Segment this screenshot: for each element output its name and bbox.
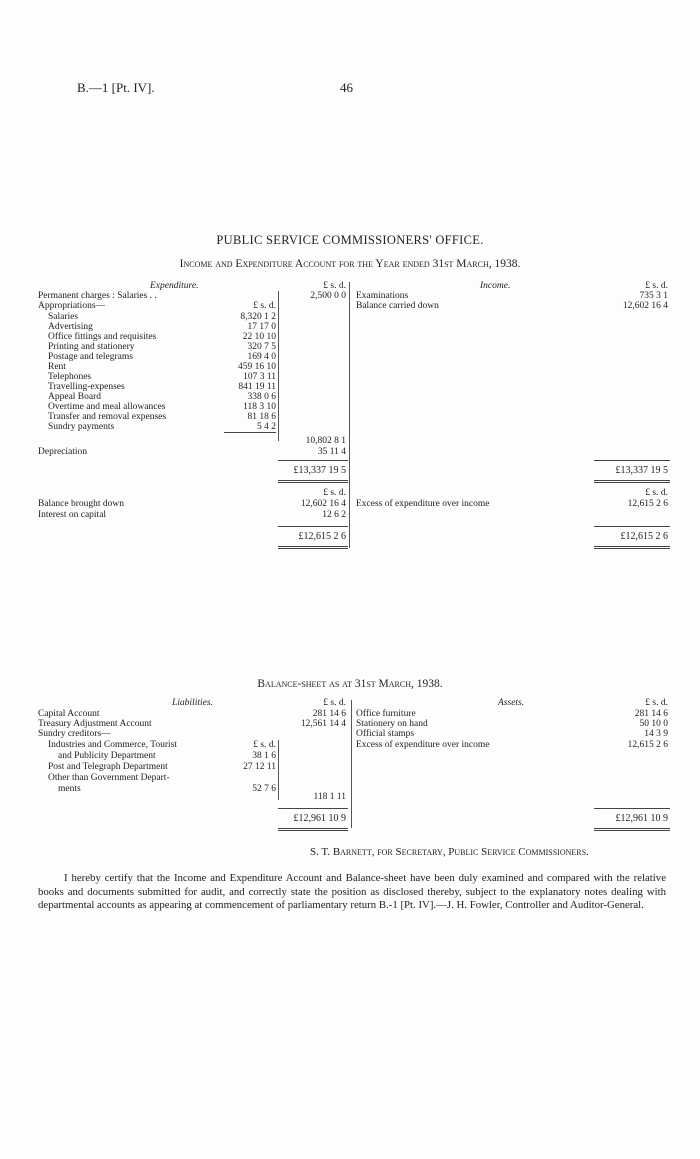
appropriation-item-label: Postage and telegrams (48, 352, 133, 362)
creditor-amount: 38 1 6 (252, 751, 276, 761)
balance-brought-down-label: Balance brought down (38, 499, 125, 509)
ie-account-title: Income and Expenditure Account for the Year ended 31st March, 1938. (179, 258, 521, 270)
assets-total: £12,961 10 9 (615, 813, 668, 824)
asset-total-rule-top (594, 808, 670, 809)
creditor-label: Post and Telegraph Department (48, 762, 168, 772)
approp-subtotal-rule (224, 432, 276, 433)
asset-label: Excess of expenditure over income (356, 740, 490, 750)
creditor-label-cont: and Publicity Department (58, 751, 156, 761)
inc-total-rule-bottom (594, 480, 670, 481)
balance-brought-down-amount: 12,602 16 4 (300, 499, 346, 509)
signature-line: S. T. Barnett, for Secretary, Public Service Commissioners. (310, 846, 589, 858)
permanent-charges-amount: 2,500 0 0 (310, 291, 346, 301)
asset-label: Official stamps (356, 729, 415, 739)
liabilities-heading: Liabilities. (172, 698, 213, 708)
depreciation-amount: 35 11 4 (317, 447, 346, 457)
sec2-total-rule-bottom2 (278, 548, 348, 549)
balance-sheet-title: Balance-sheet as at 31st March, 1938. (257, 678, 443, 690)
appropriation-item-amount: 5 4 2 (257, 422, 276, 432)
interest-on-capital-label: Interest on capital (38, 510, 107, 520)
appropriation-item-label: Sundry payments (48, 422, 115, 432)
capital-account-label: Capital Account (38, 709, 100, 719)
creditor-label: Industries and Commerce, Tourist (48, 740, 177, 750)
creditor-amount: 52 7 6 (252, 784, 276, 794)
exp-total-rule-bottom2 (278, 482, 348, 483)
appropriation-item-amount: 338 0 6 (247, 392, 276, 402)
appropriation-item-amount: 8,320 1 2 (240, 312, 276, 322)
liab-total-rule-bottom (278, 828, 348, 829)
appropriation-item-label: Travelling-expenses (48, 382, 125, 392)
excess-expenditure-label: Excess of expenditure over income (356, 499, 490, 509)
ie-lsd-header-left: £ s. d. (323, 281, 346, 291)
appropriation-item-amount: 17 17 0 (247, 322, 276, 332)
asset-label: Stationery on hand (356, 719, 428, 729)
audit-certificate: I hereby certify that the Income and Expenditure Account and Balance-sheet have been duly examined and compared with the relative books and documents submitted for audit, and correctly state the position as disclosed thereby, subject to the explanatory notes dealing with departmental accounts as appearing at commencement of parliamentary return B.-1 [Pt. IV].—J. H. Fowler, Controller and Auditor-General. (38, 872, 666, 911)
asset-amount: 12,615 2 6 (627, 740, 668, 750)
appropriation-item-amount: 107 3 11 (243, 372, 276, 382)
creditor-amount: 27 12 11 (243, 762, 276, 772)
depreciation-label: Depreciation (38, 447, 88, 457)
inc-total-rule-bottom2 (594, 482, 670, 483)
appropriation-item-label: Transfer and removal expenses (48, 412, 167, 422)
sec2-total-rule-bottom (278, 546, 348, 547)
inner-rule (278, 291, 279, 441)
permanent-charges-label: Permanent charges : Salaries . . (38, 291, 157, 301)
excess-expenditure-amount: 12,615 2 6 (627, 499, 668, 509)
appropriation-item-label: Rent (48, 362, 66, 372)
appropriation-item-label: Office fittings and requisites (48, 332, 157, 342)
appropriation-item-label: Printing and stationery (48, 342, 135, 352)
income-item-amount: 735 3 1 (639, 291, 668, 301)
appropriation-item-label: Advertising (48, 322, 93, 332)
expenditure-total: £13,337 19 5 (293, 465, 346, 476)
exp-total-rule-top (278, 460, 348, 461)
treasury-adjustment-amount: 12,561 14 4 (300, 719, 346, 729)
sec2-total-rule-top-r (594, 526, 670, 527)
appropriation-item-label: Salaries (48, 312, 79, 322)
appropriation-item-amount: 81 18 6 (247, 412, 276, 422)
creditor-label: Other than Government Depart- (48, 773, 170, 783)
creditors-total: 118 1 11 (313, 792, 346, 802)
appropriation-item-amount: 320 7 5 (247, 342, 276, 352)
appropriation-item-amount: 169 4 0 (247, 352, 276, 362)
sec2-lsd-left: £ s. d. (323, 488, 346, 498)
sec2-total-right: £12,615 2 6 (620, 531, 668, 542)
liab-total-rule-bottom2 (278, 830, 348, 831)
bs-lsd-right: £ s. d. (645, 698, 668, 708)
liab-total-rule-top (278, 808, 348, 809)
liabilities-total: £12,961 10 9 (293, 813, 346, 824)
bs-centre-rule (351, 700, 352, 828)
sec2-lsd-right: £ s. d. (645, 488, 668, 498)
creditor-label-cont: ments (58, 784, 81, 794)
asset-amount: 281 14 6 (634, 709, 668, 719)
ie-lsd-header-right: £ s. d. (645, 281, 668, 291)
page-number: 46 (340, 80, 353, 95)
sec2-total-rule-bottom-r (594, 546, 670, 547)
appropriations-total: 10,802 8 1 (305, 436, 346, 446)
appropriation-item-amount: 118 3 10 (243, 402, 276, 412)
bs-lsd-left: £ s. d. (323, 698, 346, 708)
sec2-total-rule-top (278, 526, 348, 527)
asset-total-rule-bottom (594, 828, 670, 829)
creditors-rule (278, 740, 279, 800)
appropriation-item-amount: 22 10 10 (242, 332, 276, 342)
appropriation-item-amount: 459 16 10 (238, 362, 276, 372)
appropriation-item-label: Overtime and meal allowances (48, 402, 166, 412)
exp-total-rule-bottom (278, 480, 348, 481)
sundry-creditors-label: Sundry creditors— (38, 729, 111, 739)
asset-label: Office furniture (356, 709, 416, 719)
treasury-adjustment-label: Treasury Adjustment Account (38, 719, 152, 729)
asset-amount: 50 10 0 (639, 719, 668, 729)
expenditure-heading: Expenditure. (150, 281, 199, 291)
office-title: PUBLIC SERVICE COMMISSIONERS' OFFICE. (216, 233, 484, 247)
inc-total-rule-top (594, 460, 670, 461)
asset-amount: 14 3 9 (644, 729, 668, 739)
sec2-total-left: £12,615 2 6 (298, 531, 346, 542)
sec2-total-rule-bottom2-r (594, 548, 670, 549)
income-item: Balance carried down (356, 301, 439, 311)
approp-lsd-header: £ s. d. (253, 301, 276, 311)
creditors-lsd-header: £ s. d. (253, 740, 276, 750)
income-item: Examinations (356, 291, 409, 301)
income-item-amount: 12,602 16 4 (622, 301, 668, 311)
capital-account-amount: 281 14 6 (312, 709, 346, 719)
appropriation-item-label: Telephones (48, 372, 92, 382)
appropriation-item-amount: 841 19 11 (238, 382, 276, 392)
assets-heading: Assets. (498, 698, 525, 708)
appropriation-item-label: Appeal Board (48, 392, 102, 402)
ie-centre-rule (349, 282, 350, 548)
asset-total-rule-bottom2 (594, 830, 670, 831)
appropriations-label: Appropriations— (38, 301, 106, 311)
income-heading: Income. (480, 281, 511, 291)
document-reference: B.—1 [Pt. IV]. (77, 80, 155, 95)
income-total: £13,337 19 5 (615, 465, 668, 476)
interest-on-capital-amount: 12 6 2 (322, 510, 346, 520)
